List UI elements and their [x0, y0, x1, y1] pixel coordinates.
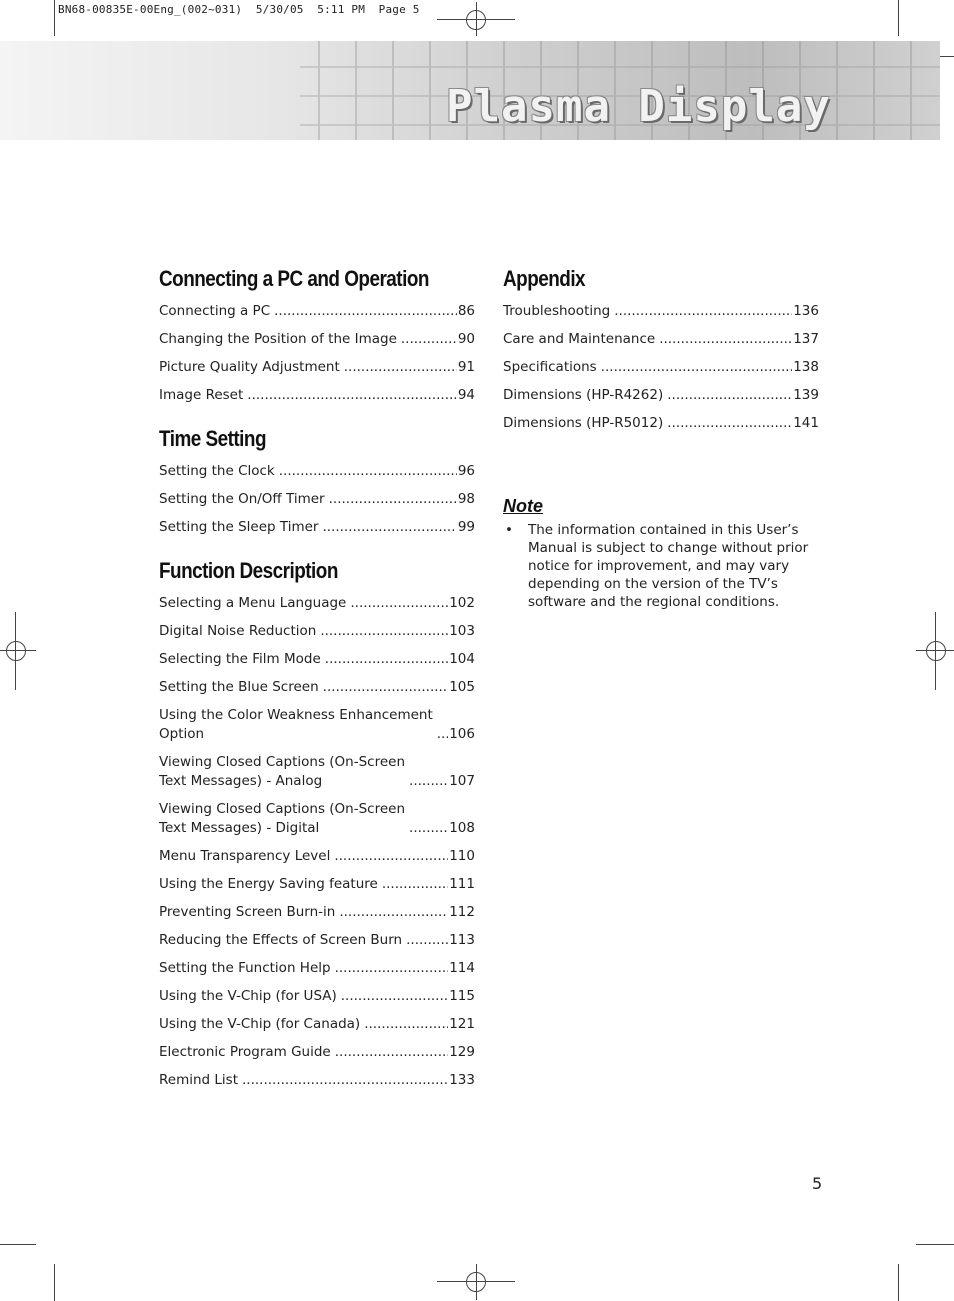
toc-leader-dots — [335, 1043, 448, 1062]
toc-entry — [159, 386, 475, 405]
toc-entry-label: Using the Energy Saving feature — [159, 876, 378, 892]
toc-entry-label: Preventing Screen Burn-in — [159, 904, 336, 920]
crop-mark — [916, 1244, 954, 1245]
print-slug: BN68-00835E-00Eng_(002~031) 5/30/05 5:11 PM Page 5 — [58, 3, 420, 16]
toc-entry — [159, 753, 475, 791]
toc-entry — [159, 931, 475, 950]
toc-entry — [159, 1015, 475, 1034]
toc-entry-page: 121 — [449, 1016, 475, 1032]
note-body — [503, 521, 828, 611]
crop-mark — [0, 1244, 36, 1245]
toc-leader-dots — [279, 462, 457, 481]
toc-entry-page: 133 — [449, 1072, 475, 1088]
toc-leader-dots — [322, 518, 456, 537]
toc-leader-dots — [344, 358, 457, 377]
toc-entry — [503, 358, 819, 377]
toc-entry — [159, 518, 475, 537]
registration-line — [15, 612, 16, 690]
toc-entry-page: 86 — [457, 303, 475, 319]
toc-entry — [503, 302, 819, 321]
toc-right-column — [503, 266, 819, 611]
toc-leader-dots — [341, 987, 448, 1006]
toc-entry-label: Selecting a Menu Language — [159, 595, 347, 611]
toc-entry-page: 105 — [449, 679, 475, 695]
toc-entry-page: 90 — [457, 331, 475, 347]
toc-entry-label: Selecting the Film Mode — [159, 651, 321, 667]
toc-entry — [159, 706, 475, 744]
toc-entry — [159, 490, 475, 509]
toc-entry — [159, 330, 475, 349]
toc-leader-dots — [406, 931, 448, 950]
toc-section — [503, 266, 819, 433]
crop-mark — [898, 1264, 899, 1301]
toc-entry-label: Setting the Function Help — [159, 960, 331, 976]
toc-entry-label: Dimensions (HP-R4262) — [503, 387, 664, 403]
toc-entry-label: Setting the Sleep Timer — [159, 519, 319, 535]
toc-leader-dots — [334, 847, 448, 866]
toc-entry — [159, 622, 475, 641]
toc-entry — [159, 959, 475, 978]
toc-entry — [159, 650, 475, 669]
toc-leader-dots — [323, 678, 449, 697]
toc-entry — [159, 678, 475, 697]
note-bullet: • — [505, 522, 513, 538]
registration-mark-left — [6, 641, 26, 661]
toc-entry-page: 104 — [449, 651, 475, 667]
toc-leader-dots — [274, 302, 457, 321]
toc-entry-page: 129 — [449, 1044, 475, 1060]
toc-entry — [503, 414, 819, 433]
page-number: 5 — [812, 1174, 823, 1193]
toc-entry-page: 141 — [793, 415, 819, 431]
toc-entry-page: 115 — [449, 988, 475, 1004]
toc-entry — [159, 358, 475, 377]
toc-entry-page: 98 — [457, 491, 475, 507]
toc-entry-page: 111 — [449, 876, 475, 892]
toc-leader-dots — [335, 959, 449, 978]
toc-leader-dots — [409, 772, 448, 791]
toc-section — [159, 266, 475, 405]
toc-leader-dots — [401, 330, 457, 349]
toc-entry-label: Using the V-Chip (for USA) — [159, 988, 337, 1004]
toc-entry-page: 94 — [457, 387, 475, 403]
note-block — [503, 496, 819, 611]
toc-entry-page: 108 — [449, 820, 475, 836]
registration-mark-right — [926, 641, 946, 661]
toc-entry — [159, 462, 475, 481]
toc-entry-page: 91 — [457, 359, 475, 375]
toc-leader-dots — [601, 358, 793, 377]
section-title: Connecting a PC and Operation — [159, 266, 429, 291]
note-text: The information contained in this User’s Manual is subject to change without prior notice for improvement, and may vary depending on the version of the TV’s software and the regional conditions. — [528, 522, 809, 610]
toc-entry-page: 114 — [449, 960, 475, 976]
toc-entry-label: Image Reset — [159, 387, 244, 403]
toc-leader-dots — [329, 490, 457, 509]
toc-leader-dots — [437, 725, 448, 744]
toc-entry-label: Care and Maintenance — [503, 331, 656, 347]
registration-line — [476, 1264, 477, 1300]
crop-mark — [54, 1264, 55, 1301]
toc-entry-page: 113 — [449, 932, 475, 948]
toc-leader-dots — [364, 1015, 448, 1034]
toc-entry-page: 136 — [793, 303, 819, 319]
toc-entry — [159, 302, 475, 321]
toc-entry-page: 138 — [793, 359, 819, 375]
toc-section — [159, 426, 475, 537]
toc-entry — [159, 1071, 475, 1090]
toc-entry-label: Remind List — [159, 1072, 238, 1088]
toc-entry-label: Menu Transparency Level — [159, 848, 331, 864]
toc-entry-page: 99 — [457, 519, 475, 535]
toc-entry-label: Dimensions (HP-R5012) — [503, 415, 664, 431]
toc-entry-label: Digital Noise Reduction — [159, 623, 317, 639]
toc-entry-label: Viewing Closed Captions (On-Screen Text Messages) - Digital — [159, 801, 406, 836]
toc-leader-dots — [350, 594, 448, 613]
toc-entry-label: Setting the Clock — [159, 463, 275, 479]
toc-entry — [503, 386, 819, 405]
toc-entry — [159, 594, 475, 613]
toc-entry-label: Changing the Position of the Image — [159, 331, 397, 347]
header-banner — [0, 41, 940, 140]
section-title: Time Setting — [159, 426, 267, 451]
toc-entry — [159, 987, 475, 1006]
toc-left-column — [159, 266, 475, 1111]
toc-entry-page: 137 — [793, 331, 819, 347]
toc-entry-label: Using the Color Weakness Enhancement Option — [159, 707, 433, 742]
toc-section — [159, 558, 475, 1090]
crop-mark — [898, 0, 899, 36]
toc-entry-label: Reducing the Effects of Screen Burn — [159, 932, 403, 948]
toc-entry-page: 103 — [449, 623, 475, 639]
toc-leader-dots — [382, 875, 448, 894]
toc-leader-dots — [339, 903, 448, 922]
toc-entry — [159, 903, 475, 922]
toc-entry-page: 110 — [449, 848, 475, 864]
toc-entry-label: Electronic Program Guide — [159, 1044, 331, 1060]
toc-entry-page: 96 — [457, 463, 475, 479]
toc-entry-page: 107 — [449, 773, 475, 789]
crop-mark — [54, 0, 55, 36]
toc-leader-dots — [614, 302, 792, 321]
toc-entry — [159, 1043, 475, 1062]
registration-line — [0, 650, 36, 651]
registration-line — [476, 2, 477, 36]
toc-entry — [503, 330, 819, 349]
toc-entry-label: Specifications — [503, 359, 597, 375]
toc-entry-label: Connecting a PC — [159, 303, 271, 319]
toc-entry-label: Using the V-Chip (for Canada) — [159, 1016, 361, 1032]
toc-leader-dots — [667, 414, 792, 433]
toc-leader-dots — [320, 622, 448, 641]
toc-entry-page: 102 — [449, 595, 475, 611]
toc-entry-label: Viewing Closed Captions (On-Screen Text Messages) - Analog — [159, 754, 406, 789]
toc-right-sections — [503, 266, 819, 433]
toc-entry-label: Setting the Blue Screen — [159, 679, 319, 695]
toc-leader-dots — [659, 330, 792, 349]
toc-entry — [159, 800, 475, 838]
toc-leader-dots — [242, 1071, 448, 1090]
toc-entry-page: 112 — [449, 904, 475, 920]
banner-title: Plasma Display — [446, 81, 831, 132]
toc-entry-label: Setting the On/Off Timer — [159, 491, 325, 507]
toc-entry — [159, 875, 475, 894]
registration-line — [935, 612, 936, 690]
toc-entry-label: Troubleshooting — [503, 303, 611, 319]
note-title: Note — [503, 496, 543, 516]
toc-entry-label: Picture Quality Adjustment — [159, 359, 340, 375]
section-title: Appendix — [503, 266, 586, 291]
toc-entry-page: 139 — [793, 387, 819, 403]
toc-leader-dots — [247, 386, 457, 405]
toc-leader-dots — [325, 650, 448, 669]
toc-entry — [159, 847, 475, 866]
toc-leader-dots — [667, 386, 792, 405]
section-title: Function Description — [159, 558, 338, 583]
toc-entry-page: 106 — [449, 726, 475, 742]
toc-leader-dots — [409, 819, 448, 838]
